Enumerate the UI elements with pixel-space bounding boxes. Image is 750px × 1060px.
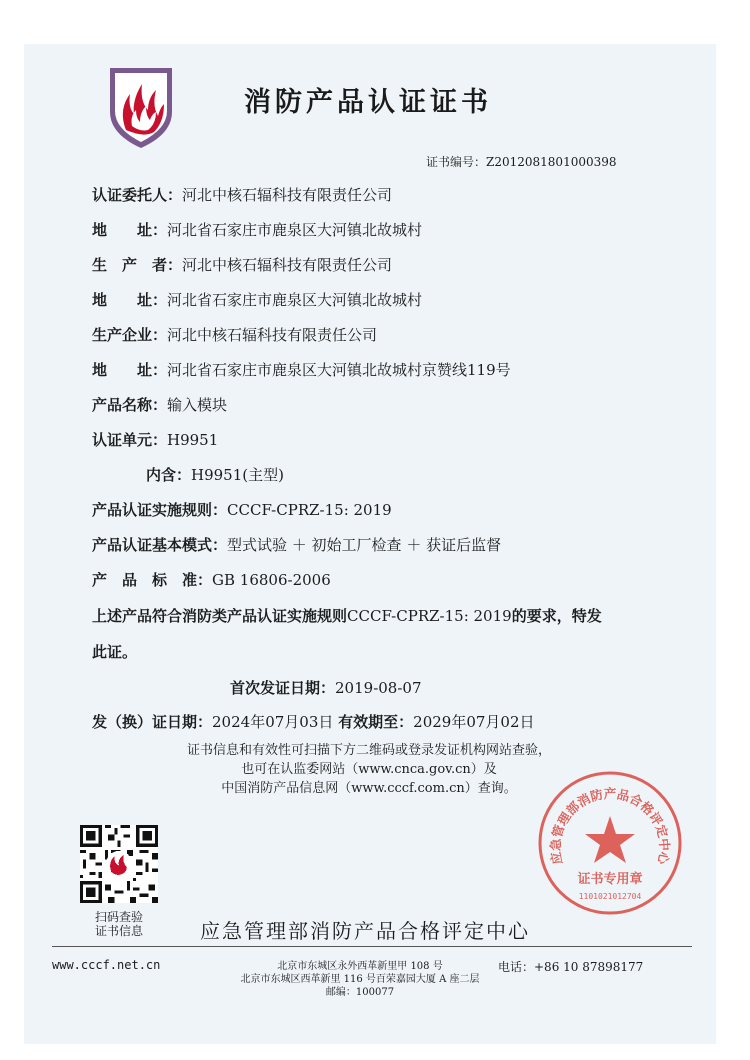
footer-website[interactable]: www.cccf.net.cn — [52, 958, 161, 972]
info-line-1: 证书信息和有效性可扫描下方二维码或登录发证机构网站查验， — [186, 743, 551, 758]
statement-part-1: 上述产品符合消防类产品认证实施规则 — [92, 607, 348, 625]
qr-caption-line-2: 证书信息 — [94, 924, 143, 938]
first-issue-label: 首次发证日期： — [230, 679, 336, 697]
first-issue-date — [230, 677, 422, 698]
footer-phone: 电话：+86 10 87898177 — [498, 960, 644, 974]
certificate-number — [426, 153, 617, 170]
info-line-3: 中国消防产品信息网（www.cccf.com.cn）查询。 — [221, 781, 517, 796]
valid-until-value: 2029年07月02日 — [413, 713, 535, 731]
conformity-statement — [92, 605, 602, 626]
field-certification-mode — [92, 534, 501, 555]
stamp-number: 1101021012704 — [578, 892, 642, 901]
field-manufacturer — [92, 324, 377, 345]
field-value: 河北中核石辐科技有限责任公司 — [182, 186, 393, 204]
official-seal-stamp — [535, 768, 685, 918]
first-issue-value: 2019-08-07 — [335, 679, 422, 697]
field-value: 河北省石家庄市鹿泉区大河镇北故城村 — [167, 291, 423, 309]
statement-part-3: 此证。 — [92, 643, 138, 661]
issue-dates — [92, 711, 535, 732]
field-label: 产品认证基本模式： — [92, 536, 228, 554]
footer-divider — [52, 946, 692, 947]
field-label: 内含： — [146, 466, 192, 484]
field-includes — [146, 464, 284, 485]
footer-address-2: 北京市东城区西革新里 116 号百荣嘉园大厦 A 座二层 — [240, 974, 480, 985]
field-value: 河北省石家庄市鹿泉区大河镇北故城村 — [167, 221, 423, 239]
footer-postcode: 邮编：100077 — [325, 987, 395, 998]
info-line-2: 也可在认监委网站（www.cnca.gov.cn）及 — [241, 762, 497, 777]
field-value: H9951(主型) — [191, 466, 284, 484]
field-label: 生产企业： — [92, 326, 168, 344]
certificate-title: 消防产品认证证书 — [244, 87, 492, 118]
field-value: GB 16806-2006 — [212, 571, 331, 589]
field-value: 型式试验 ＋ 初始工厂检查 ＋ 获证后监督 — [227, 536, 502, 554]
field-label: 认证委托人： — [92, 186, 183, 204]
certificate-number-label: 证书编号： — [426, 155, 487, 169]
statement-part-2: 的要求，特发 — [511, 607, 602, 625]
issue-date-value: 2024年07月03日 — [212, 713, 334, 731]
footer-address-1: 北京市东城区永外西革新里甲 108 号 — [277, 961, 443, 972]
stamp-label: 证书专用章 — [577, 872, 643, 887]
stamp-ring-text: 应急管理部消防产品合格评定中心 — [547, 786, 673, 866]
field-address-1 — [92, 219, 422, 240]
field-product-standard — [92, 569, 331, 590]
qr-code-icon[interactable] — [80, 825, 158, 903]
field-value: 河北中核石辐科技有限责任公司 — [182, 256, 393, 274]
issue-date-label: 发（换）证日期： — [92, 713, 213, 731]
field-label: 生 产 者： — [92, 256, 183, 274]
field-value: 输入模块 — [167, 396, 228, 414]
field-label: 产品认证实施规则： — [92, 501, 228, 519]
fire-certification-logo-icon — [104, 60, 178, 150]
field-address-2 — [92, 289, 422, 310]
field-product-name — [92, 394, 227, 415]
field-label: 地 址： — [92, 221, 168, 239]
field-label: 认证单元： — [92, 431, 168, 449]
field-label: 产 品 标 准： — [92, 571, 213, 589]
field-value: 河北中核石辐科技有限责任公司 — [167, 326, 378, 344]
field-implementation-rule — [92, 499, 392, 520]
statement-rule: CCCF-CPRZ-15: 2019 — [347, 607, 512, 625]
field-label: 地 址： — [92, 361, 168, 379]
field-certification-unit — [92, 429, 218, 450]
field-value: 河北省石家庄市鹿泉区大河镇北故城村京赞线119号 — [167, 361, 511, 379]
qr-caption-line-1: 扫码查验 — [94, 910, 143, 924]
field-value: CCCF-CPRZ-15: 2019 — [227, 501, 392, 519]
field-label: 地 址： — [92, 291, 168, 309]
field-label: 产品名称： — [92, 396, 168, 414]
field-address-3 — [92, 359, 511, 380]
field-value: H9951 — [167, 431, 219, 449]
valid-until-label: 有效期至： — [338, 713, 414, 731]
field-producer — [92, 254, 392, 275]
issuing-authority: 应急管理部消防产品合格评定中心 — [200, 919, 530, 943]
field-entrusting-party — [92, 184, 392, 205]
certificate-number-value: Z2012081801000398 — [486, 155, 617, 169]
